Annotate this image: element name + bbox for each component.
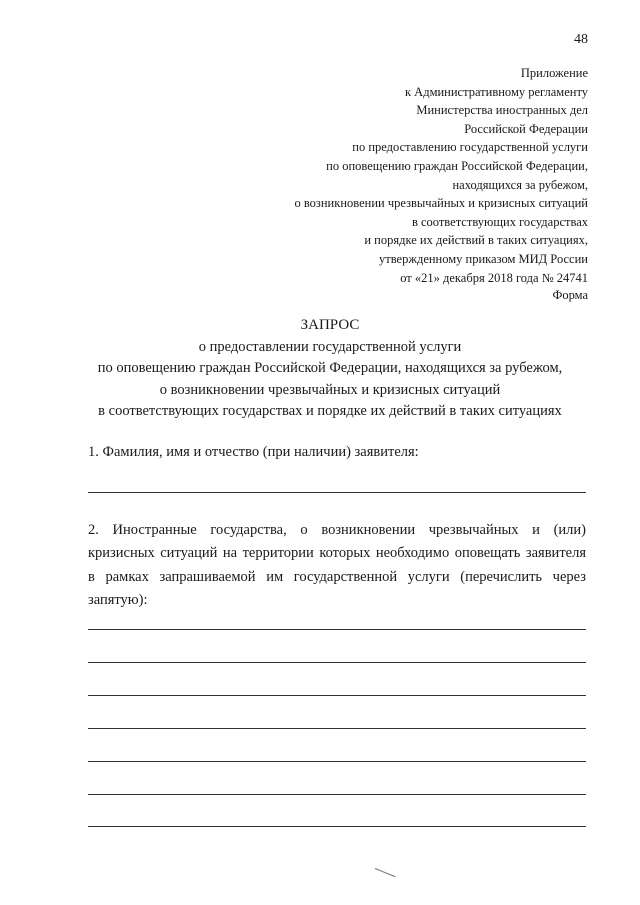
request-subtitle-line: о предоставлении государственной услуги <box>198 338 462 355</box>
page-number: 48 <box>574 32 588 47</box>
request-subtitle-line: в соответствующих государствах и порядке их действий в таких ситуациях <box>98 403 562 419</box>
foreign-states-label <box>88 519 586 613</box>
appendix-line: Приложение <box>520 66 588 80</box>
appendix-header <box>168 64 588 287</box>
appendix-line: Российской Федерации <box>464 121 588 136</box>
appendix-line: по предоставлению государственной услуги <box>352 140 588 155</box>
request-title: ЗАПРОС <box>300 317 360 333</box>
appendix-line: по оповещению граждан Российской Федерации, <box>326 158 588 173</box>
foreign-states-line[interactable] <box>88 728 586 729</box>
foreign-states-line[interactable] <box>88 761 586 762</box>
appendix-line: о возникновении чрезвычайных и кризисных ситуаций <box>294 196 588 211</box>
appendix-line: Министерства иностранных дел <box>416 103 588 118</box>
foreign-states-line[interactable] <box>88 794 586 795</box>
appendix-line: находящихся за рубежом, <box>452 177 588 192</box>
appendix-line: в соответствующих государствах <box>411 214 588 229</box>
foreign-states-line[interactable] <box>88 662 586 663</box>
appendix-line: и порядке их действий в таких ситуациях, <box>364 233 588 248</box>
appendix-line: утвержденному приказом МИД России <box>378 251 588 266</box>
applicant-name-line[interactable] <box>88 492 586 493</box>
foreign-states-line[interactable] <box>88 695 586 696</box>
request-subtitle-line: по оповещению граждан Российской Федерации, находящихся за рубежом, <box>97 360 563 376</box>
foreign-states-label-line: запятую): <box>88 592 148 609</box>
appendix-line: к Административному регламенту <box>404 84 588 99</box>
appendix-line: от «21» декабря 2018 года № 24741 <box>400 270 588 285</box>
foreign-states-label-line: кризисных ситуаций на территории которых необходимо оповещать заявителя <box>88 545 586 562</box>
foreign-states-label-line: 2. Иностранные государства, о возникновении чрезвычайных и (или) <box>88 522 586 538</box>
scan-mark <box>375 868 396 877</box>
request-subtitle-line: о возникновении чрезвычайных и кризисных ситуаций <box>159 381 501 398</box>
applicant-name-label: 1. Фамилия, имя и отчество (при наличии) заявителя: <box>88 444 419 460</box>
foreign-states-line[interactable] <box>88 629 586 630</box>
request-title-block <box>60 315 600 423</box>
form-label: Форма <box>552 288 588 302</box>
foreign-states-line[interactable] <box>88 826 586 827</box>
foreign-states-label-line: в рамках запрашиваемой им государственной услуги (перечислить через <box>88 568 586 585</box>
